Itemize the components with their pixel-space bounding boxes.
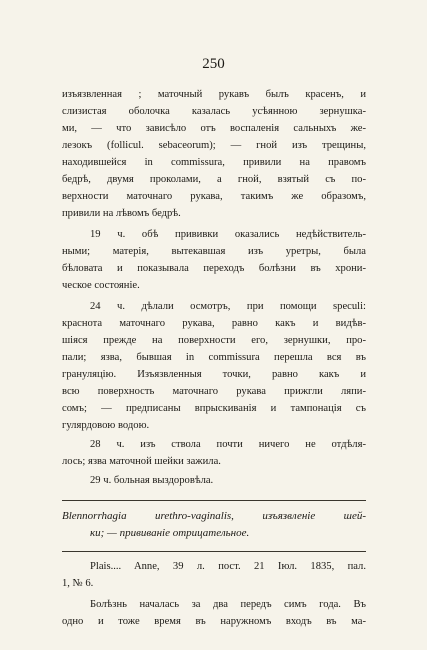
body-line: шіяся прежде на поверхности его, зернушки, про- [62, 335, 366, 346]
section-rule-top [62, 500, 366, 501]
body-line: гулярдовою водою. [62, 420, 150, 431]
body-line: бѣловата и показывала переходъ болѣзни въ хрони- [62, 263, 366, 274]
body-line: находившейся in commissura, привили на правомъ [62, 157, 366, 168]
body-line: одно и тоже время въ наружномъ входъ въ ма- [62, 616, 366, 627]
body-line: 19 ч. обѣ прививки оказались недѣйствитель- [90, 229, 366, 240]
body-line: 28 ч. изъ ствола почти ничего не отдѣля- [90, 439, 366, 450]
case-header-line: 1, № 6. [62, 578, 94, 589]
body-line: всю поверхность маточнаго рукава прижгли ляпи- [62, 386, 366, 397]
body-line: ными; матерія, вытекавшая изъ урeтры, была [62, 246, 366, 257]
body-line: Болѣзнь началась за два передъ симъ года. Въ [90, 599, 366, 610]
body-line: бедрѣ, двумя проколами, а гной, взятый съ по- [62, 174, 366, 185]
case-header-line: Plais.... Anne, 39 л. пост. 21 Іюл. 1835, пал. [90, 561, 366, 572]
body-line: лось; язва маточной шейки зажила. [62, 456, 221, 467]
body-line: краснота маточнаго рукава, равно какъ и видѣв- [62, 318, 366, 329]
page-number: 250 [202, 56, 225, 72]
section-rule-bottom [62, 551, 366, 552]
body-line: слизистая оболочка казалась усѣянною зернушка- [62, 106, 366, 117]
body-line: верхности маточнаго рукава, такимъ же образомъ, [62, 191, 366, 202]
body-line: 24 ч. дѣлали осмотръ, при помощи speculi: [90, 301, 366, 312]
section-title-line: ки; — прививаніе отрицательное. [90, 527, 250, 539]
body-line: изъязвленная ; маточный рукавъ былъ красенъ, и [62, 89, 366, 100]
section-title-line: Blennorrhagia urethro-vaginalis, изъязвленіе шей- [62, 510, 366, 522]
body-line: ческое состояніе. [62, 280, 140, 291]
body-line: сомъ; — предписаны впрыскиванія и тампонація съ [62, 403, 366, 414]
body-line: 29 ч. больная выздоровѣла. [90, 475, 214, 486]
body-line: грануляцію. Изъязвленныя точки, равно какъ и [62, 369, 366, 380]
body-line: пали; язва, бывшая in commissura перешла вся въ [62, 352, 366, 363]
body-line: привили на лѣвомъ бедрѣ. [62, 208, 181, 219]
body-line: лезокъ (follicul. sebaceorum); — гной изъ трещины, [62, 140, 366, 151]
body-line: ми, — что зависѣло отъ воспаленія сальныхъ же- [62, 123, 366, 134]
